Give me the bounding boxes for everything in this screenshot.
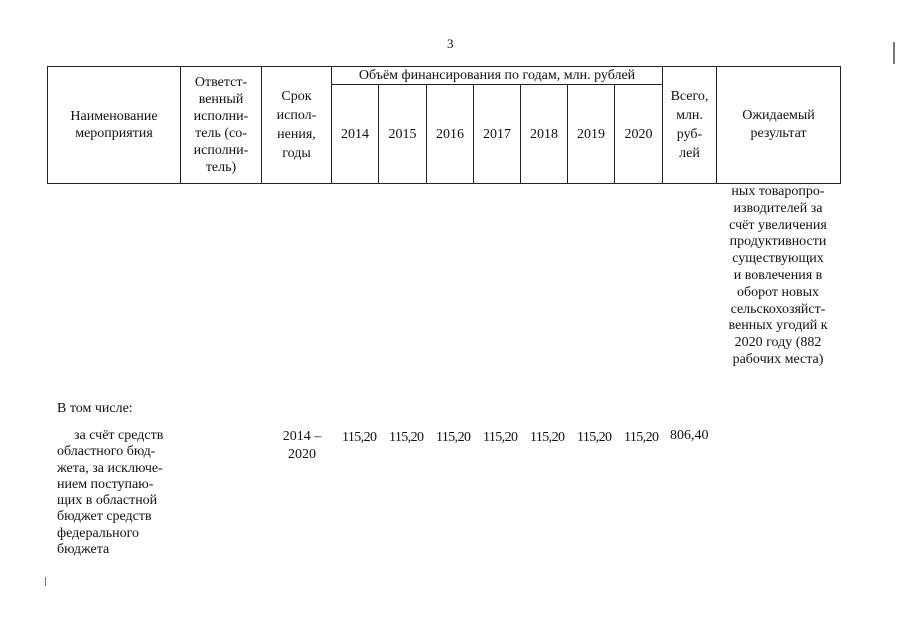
- year-value: 115,20: [624, 430, 659, 445]
- year-header: 2015: [388, 126, 417, 142]
- header-name: Наименование мероприятия: [70, 109, 158, 141]
- header-term: Срок испол- нения, годы: [276, 89, 317, 161]
- row-description: за счёт средств областного бюд- жета, за исключе- нием поступаю- щих в областной бюджет средств федерального бюджета: [57, 428, 164, 558]
- year-value: 115,20: [436, 430, 471, 445]
- year-header: 2020: [624, 126, 653, 142]
- year-value: 115,20: [483, 430, 518, 445]
- header-funding-title: Объём финансирования по годам, млн. рублей: [358, 67, 636, 83]
- header-total: Всего, млн. руб- лей: [670, 89, 709, 161]
- year-value: 115,20: [342, 430, 377, 445]
- year-value: 115,20: [577, 430, 612, 445]
- header-result: Ожидаемый результат: [742, 108, 815, 141]
- year-value: 115,20: [389, 430, 424, 445]
- expected-result-text: ных товаропро- изводителей за счёт увеличения продуктивности существующих и вовлечения в оборот новых сельскохозяйст- венных угодий к 2020 году (882 рабочих места): [728, 184, 828, 367]
- scan-mark: [45, 577, 46, 586]
- year-header: 2014: [341, 126, 369, 142]
- including-label: В том числе:: [57, 401, 133, 416]
- page-number: 3: [447, 36, 454, 51]
- year-value: 115,20: [530, 430, 565, 445]
- header-responsible: Ответст- венный исполни- тель (со- исполни- тель): [193, 75, 249, 175]
- year-header: 2018: [530, 126, 558, 142]
- scan-mark: [893, 42, 895, 64]
- row-term: 2014 – 2020: [282, 429, 322, 462]
- year-header: 2016: [436, 126, 464, 142]
- year-header: 2019: [577, 126, 605, 142]
- year-header: 2017: [483, 126, 511, 142]
- row-total: 806,40: [670, 428, 709, 443]
